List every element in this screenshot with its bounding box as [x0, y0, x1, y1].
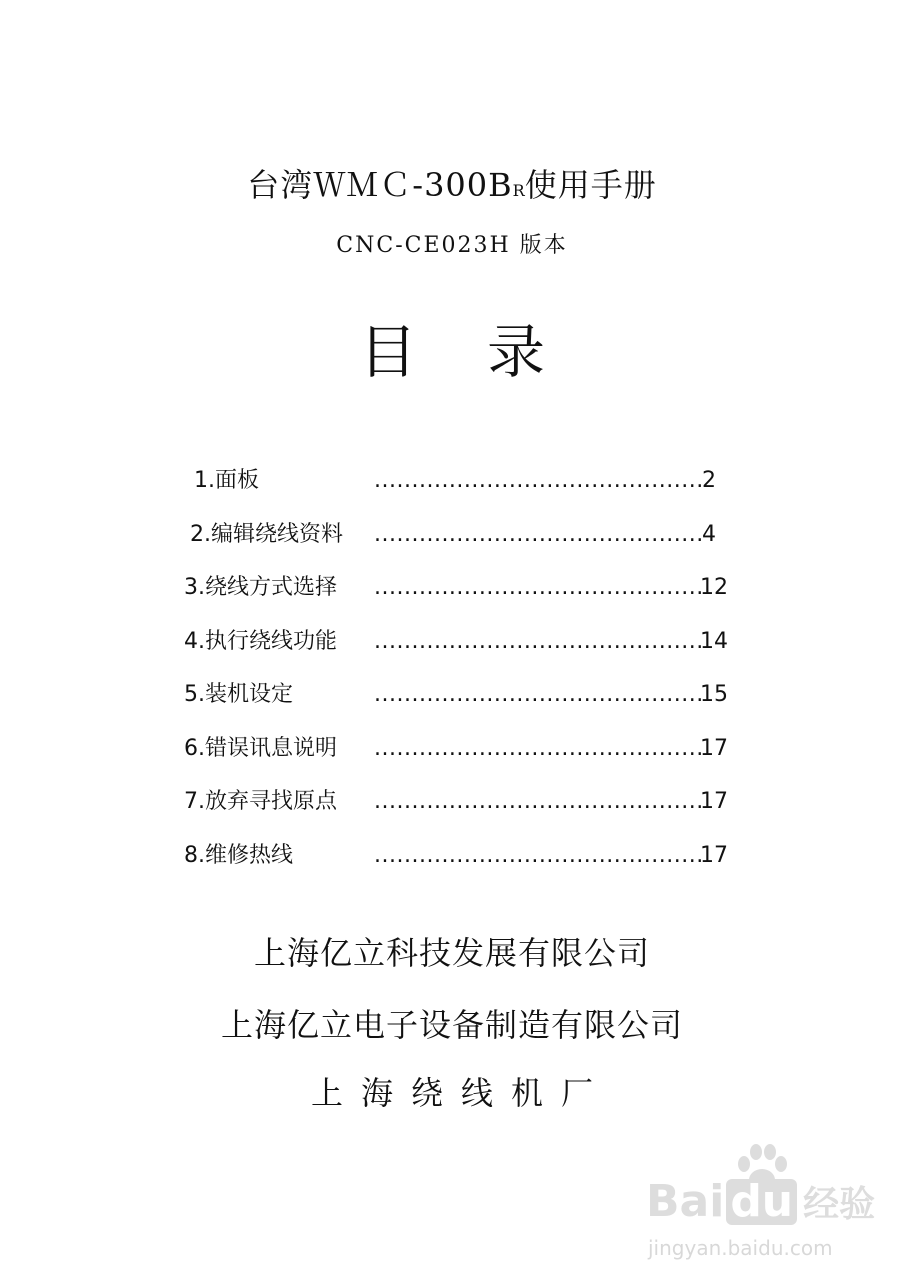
- toc-entry-page: 17: [700, 735, 728, 761]
- table-of-contents: [184, 460, 728, 888]
- toc-leader-dots: [374, 567, 702, 609]
- toc-entry-page: 17: [700, 842, 728, 868]
- toc-entry-page: 14: [700, 628, 728, 654]
- company-name-2: 上海亿立电子设备制造有限公司: [220, 1006, 683, 1044]
- baidu-jingyan-watermark: [640, 1140, 880, 1270]
- toc-leader-dots: [374, 728, 702, 770]
- toc-leader-dots: [374, 514, 702, 556]
- toc-entry: [184, 514, 728, 568]
- toc-entry: [184, 621, 728, 675]
- toc-entry-page: 15: [700, 682, 728, 707]
- toc-leader-dots: [374, 835, 702, 877]
- document-title: [0, 160, 904, 206]
- document-subtitle: CNC-CE023H 版本: [336, 233, 568, 258]
- title-suffix: 使用手册: [524, 166, 657, 204]
- watermark-logo-suffix: 经验: [803, 1184, 876, 1225]
- toc-entry-label: 3.绕线方式选择: [184, 567, 337, 609]
- company-name-1: 上海亿立科技发展有限公司: [253, 934, 650, 972]
- company-name-3: 上海绕线机厂: [310, 1074, 611, 1112]
- toc-heading: 目录: [358, 318, 615, 386]
- toc-entry-page: 2: [702, 468, 716, 493]
- toc-entry-label: 1.面板: [194, 460, 259, 502]
- toc-entry-label: 8.维修热线: [184, 835, 293, 877]
- toc-entry: [184, 460, 728, 514]
- toc-entry-label: 7.放弃寻找原点: [184, 781, 337, 823]
- toc-entry-page: 12: [700, 575, 728, 600]
- watermark-logo-du: du: [726, 1179, 797, 1225]
- toc-entry: [184, 567, 728, 621]
- toc-entry-label: 4.执行绕线功能: [184, 621, 337, 663]
- toc-leader-dots: [374, 621, 702, 663]
- title-model-sub: R: [512, 181, 525, 200]
- toc-entry-label: 2.编辑绕线资料: [190, 514, 343, 556]
- toc-entry-label: 5.装机设定: [184, 674, 293, 716]
- toc-leader-dots: [374, 781, 702, 823]
- toc-entry-page: 17: [700, 789, 728, 814]
- toc-entry: [184, 835, 728, 889]
- toc-entry: [184, 728, 728, 782]
- watermark-logo: [646, 1176, 875, 1227]
- toc-leader-dots: [374, 674, 702, 716]
- toc-leader-dots: [374, 460, 702, 502]
- title-prefix: 台湾ＷＭＣ-300B: [247, 166, 513, 204]
- watermark-logo-prefix: Bai: [646, 1176, 725, 1227]
- watermark-url: jingyan.baidu.com: [648, 1236, 833, 1260]
- toc-entry: [184, 674, 728, 728]
- toc-entry-label: 6.错误讯息说明: [184, 728, 337, 770]
- toc-entry-page: 4: [702, 521, 716, 547]
- toc-entry: [184, 781, 728, 835]
